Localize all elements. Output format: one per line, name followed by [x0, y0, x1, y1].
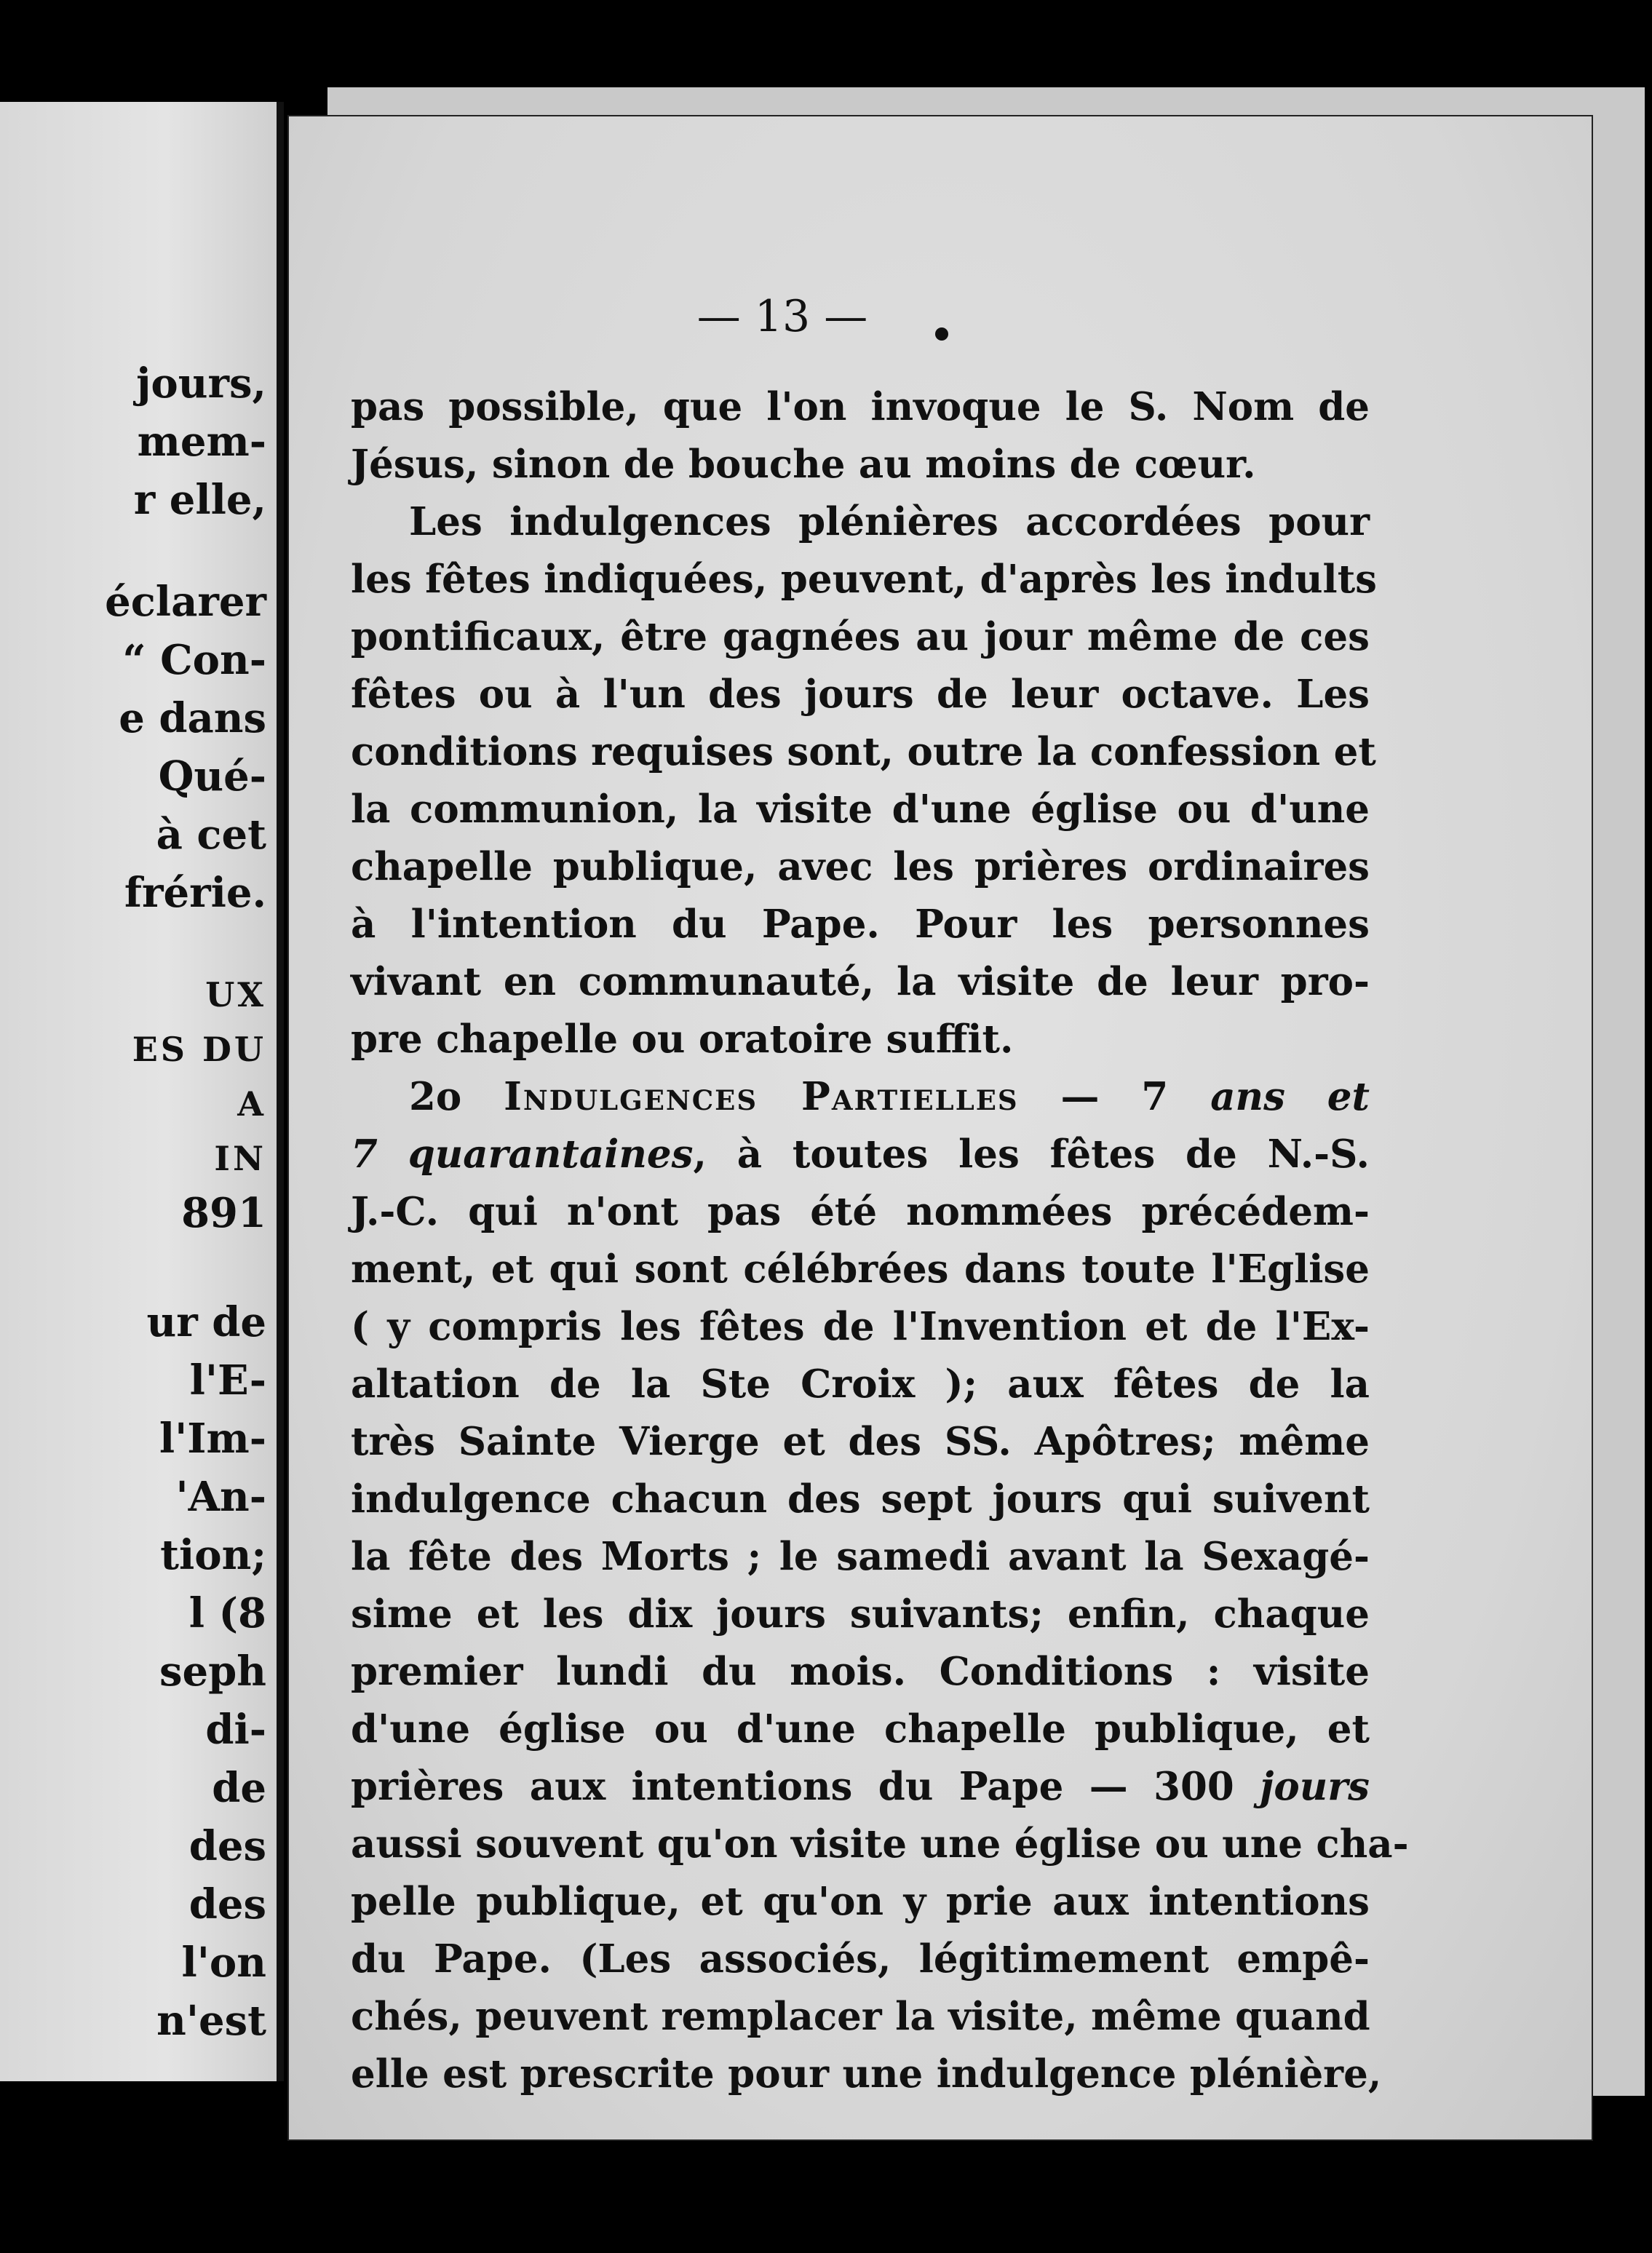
left-fragment: tion;	[160, 1531, 266, 1579]
left-fragment: de	[212, 1764, 266, 1812]
text-line: Les indulgences plénières accordées pour	[409, 499, 1370, 544]
text-line: du Pape. (Les associés, légitimement empê-	[351, 1936, 1370, 1982]
text-line: J.-C. qui n'ont pas été nommées précédem-	[351, 1189, 1370, 1234]
page-number-text: — 13 —	[696, 291, 868, 342]
italic-text: ans et	[1210, 1074, 1370, 1119]
section-number: 2o	[409, 1074, 462, 1119]
page-text	[351, 378, 1409, 2103]
left-fragment: ur de	[146, 1298, 266, 1346]
italic-text: 7 quarantaines	[351, 1132, 694, 1177]
left-fragment: “ Con-	[122, 636, 266, 684]
text-line: ment, et qui sont célébrées dans toute l'Eglise	[351, 1247, 1370, 1292]
left-fragment: A	[237, 1084, 266, 1124]
left-fragment: mem-	[137, 418, 266, 466]
text-line: très Sainte Vierge et des SS. Apôtres; même	[351, 1419, 1370, 1464]
text-line	[351, 1068, 1370, 1126]
heading-dash: — 7	[1018, 1074, 1211, 1119]
text-line: la communion, la visite d'une église ou d'une	[351, 787, 1370, 832]
text-line: la fête des Morts ; le samedi avant la Sexagé-	[351, 1534, 1370, 1579]
text-line: à l'intention du Pape. Pour les personnes	[351, 902, 1370, 947]
text-line: chapelle publique, avec les prières ordinaires	[351, 844, 1370, 889]
text-line: chés, peuvent remplacer la visite, même quand	[351, 1994, 1370, 2039]
text-line: Jésus, sinon de bouche au moins de cœur.	[351, 442, 1256, 487]
left-fragment: seph	[159, 1648, 266, 1696]
left-fragment: jours,	[136, 359, 266, 408]
left-fragment: à cet	[156, 811, 266, 859]
left-fragment: éclarer	[105, 578, 266, 626]
left-fragment: ES DU	[132, 1030, 266, 1069]
left-fragment: di-	[205, 1706, 266, 1754]
left-page	[0, 102, 284, 2081]
left-fragment: UX	[205, 975, 266, 1014]
text-line: ( y compris les fêtes de l'Invention et de l'Ex-	[351, 1304, 1370, 1349]
text-line	[351, 1126, 1370, 1183]
left-fragment: l'on	[181, 1939, 266, 1987]
section-heading: Indulgences Partielles	[504, 1074, 1019, 1119]
text-line	[351, 1758, 1370, 1816]
left-fragment: 'An-	[175, 1473, 266, 1521]
left-fragment: l'E-	[189, 1356, 266, 1404]
text-line: pelle publique, et qu'on y prie aux intentions	[351, 1879, 1370, 1924]
text-line: pre chapelle ou oratoire suffit.	[351, 1017, 1014, 1062]
text-run: prières aux intentions du Pape — 300	[351, 1764, 1260, 1809]
left-fragment: Qué-	[158, 752, 266, 800]
text-line: vivant en communauté, la visite de leur pro-	[351, 959, 1370, 1004]
text-line: elle est prescrite pour une indulgence plénière,	[351, 2051, 1382, 2097]
text-line: les fêtes indiquées, peuvent, d'après les indults	[351, 557, 1378, 602]
text-line: sime et les dix jours suivants; enfin, chaque	[351, 1592, 1370, 1637]
text-line: indulgence chacun des sept jours qui suivent	[351, 1477, 1370, 1522]
text-line: pontificaux, être gagnées au jour même de ces	[351, 614, 1370, 659]
left-fragment: des	[188, 1822, 266, 1870]
text-line: altation de la Ste Croix ); aux fêtes de la	[351, 1362, 1370, 1407]
left-fragment: 891	[181, 1189, 266, 1237]
text-line: conditions requises sont, outre la confession et	[351, 729, 1376, 774]
text-line: pas possible, que l'on invoque le S. Nom de	[351, 384, 1370, 429]
left-fragment: r elle,	[133, 476, 266, 524]
page-number	[0, 291, 1652, 342]
text-line: d'une église ou d'une chapelle publique, et	[351, 1706, 1370, 1752]
text-line: aussi souvent qu'on visite une église ou une cha-	[351, 1821, 1409, 1867]
left-fragment: l (8	[188, 1589, 266, 1637]
text-line: premier lundi du mois. Conditions : visite	[351, 1649, 1370, 1694]
text-run: , à toutes les fêtes de N.-S.	[693, 1132, 1370, 1177]
left-fragment: frérie.	[124, 869, 266, 917]
left-fragment: des	[188, 1880, 266, 1928]
text-line: fêtes ou à l'un des jours de leur octave. Les	[351, 672, 1370, 717]
left-fragment: n'est	[156, 1997, 266, 2045]
left-fragment: l'Im-	[159, 1415, 266, 1463]
left-fragment: e dans	[119, 694, 266, 742]
left-fragment: IN	[214, 1139, 266, 1178]
italic-text: jours	[1260, 1764, 1370, 1809]
